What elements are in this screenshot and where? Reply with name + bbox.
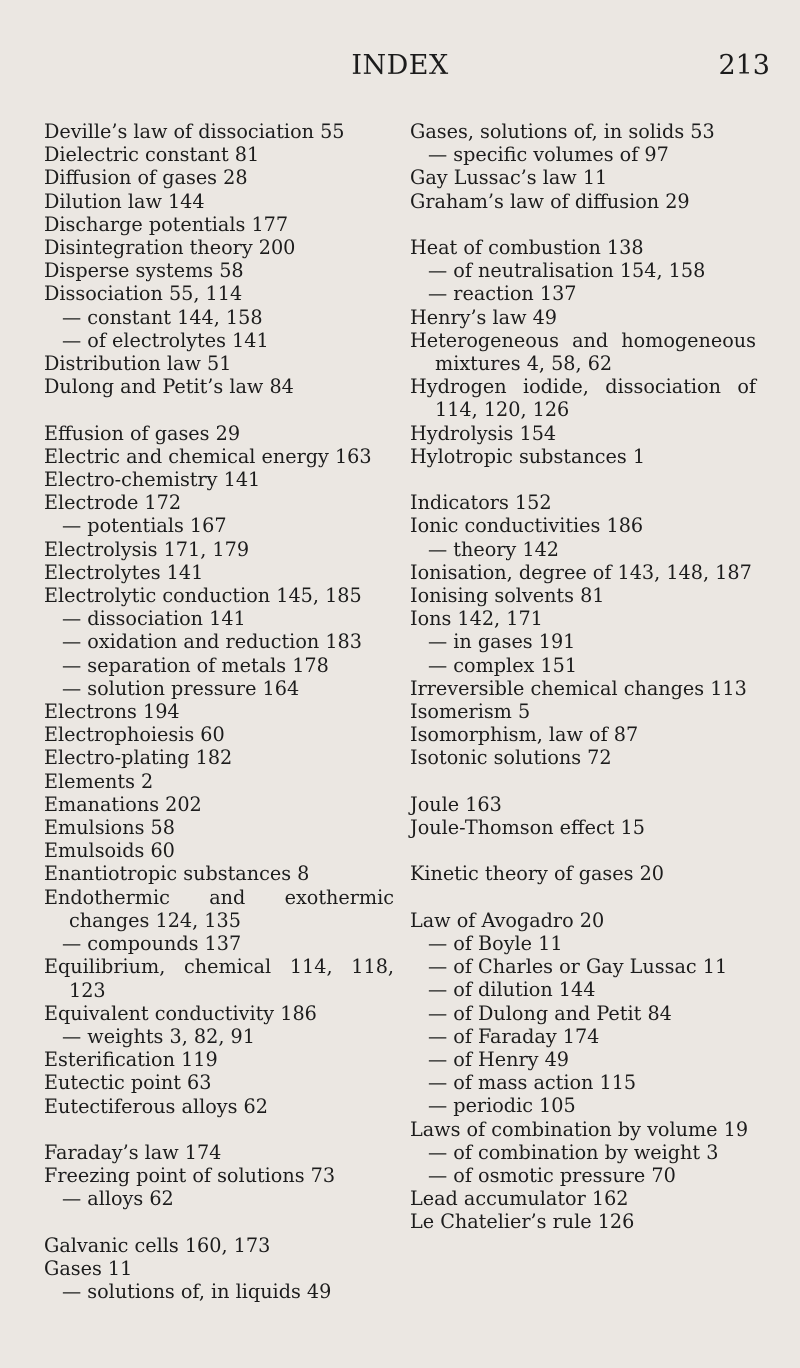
index-subentry: — oxidation and reduction 183 xyxy=(62,630,362,654)
index-entry: Dilution law 144 xyxy=(44,189,205,213)
index-entry: Ionic conductivities 186 xyxy=(410,514,644,538)
index-subentry: — of Boyle 11 xyxy=(428,932,563,956)
index-entry: Electrons 194 xyxy=(44,700,180,724)
index-entry: Electrode 172 xyxy=(44,491,182,515)
index-entry: Hydrolysis 154 xyxy=(410,421,557,445)
index-entry: Heterogeneous and homogeneous mixtures 4, 58, 62 xyxy=(410,328,756,376)
index-entry: Emanations 202 xyxy=(44,792,202,816)
index-entry: Ions 142, 171 xyxy=(410,607,543,631)
index-subentry: — periodic 105 xyxy=(428,1094,576,1118)
index-subentry: — of Dulong and Petit 84 xyxy=(428,1001,672,1025)
section-gap xyxy=(410,770,756,793)
index-subentry: — of Charles or Gay Lussac 11 xyxy=(428,955,728,979)
index-entry: Electro-plating 182 xyxy=(44,746,233,770)
index-entry: Henry’s law 49 xyxy=(410,305,558,329)
index-entry: Graham’s law of diffusion 29 xyxy=(410,189,690,213)
index-entry: Electrolytes 141 xyxy=(44,560,204,584)
index-subentry: — theory 142 xyxy=(428,537,559,561)
index-entry: Disperse systems 58 xyxy=(44,259,244,283)
index-subentry: — of combination by weight 3 xyxy=(428,1140,719,1164)
index-entry: Electrolysis 171, 179 xyxy=(44,537,250,561)
index-column-right xyxy=(410,120,756,1234)
index-subentry: — alloys 62 xyxy=(62,1187,174,1211)
index-subentry: — weights 3, 82, 91 xyxy=(62,1024,255,1048)
index-entry: Freezing point of solutions 73 xyxy=(44,1164,336,1188)
index-entry: Isomerism 5 xyxy=(410,700,531,724)
index-subentry: — of mass action 115 xyxy=(428,1071,637,1095)
index-entry: Gay Lussac’s law 11 xyxy=(410,166,608,190)
index-entry: Joule 163 xyxy=(410,792,502,816)
index-entry: Le Chatelier’s rule 126 xyxy=(410,1210,635,1234)
index-entry: Equivalent conductivity 186 xyxy=(44,1001,317,1025)
index-entry: Gases 11 xyxy=(44,1256,133,1280)
index-entry: Kinetic theory of gases 20 xyxy=(410,862,665,886)
index-entry: Faraday’s law 174 xyxy=(44,1140,222,1164)
index-entry: Emulsoids 60 xyxy=(44,839,175,863)
index-entry: Eutectiferous alloys 62 xyxy=(44,1094,268,1118)
index-entry: Irreversible chemical changes 113 xyxy=(410,676,747,700)
index-entry: Ionisation, degree of 143, 148, 187 xyxy=(410,560,752,584)
section-gap xyxy=(410,468,756,491)
index-subentry: — of Faraday 174 xyxy=(428,1024,600,1048)
index-entry: Dissociation 55, 114 xyxy=(44,282,243,306)
index-subentry: — reaction 137 xyxy=(428,282,577,306)
page-number: 213 xyxy=(718,50,770,81)
section-gap xyxy=(44,398,394,421)
index-subentry: — complex 151 xyxy=(428,653,578,677)
index-subentry: — of Henry 49 xyxy=(428,1048,570,1072)
index-subentry: — in gases 191 xyxy=(428,630,576,654)
index-subentry: — constant 144, 158 xyxy=(62,305,263,329)
index-entry: Disintegration theory 200 xyxy=(44,236,296,260)
index-entry: Elements 2 xyxy=(44,769,154,793)
index-subentry: — specific volumes of 97 xyxy=(428,143,669,167)
index-subentry: — solution pressure 164 xyxy=(62,676,300,700)
index-entry: Enantiotropic substances 8 xyxy=(44,862,310,886)
index-entry: Electrolytic conduction 145, 185 xyxy=(44,584,362,608)
index-entry: Eutectic point 63 xyxy=(44,1071,212,1095)
index-entry: Dulong and Petit’s law 84 xyxy=(44,375,294,399)
index-entry: Indicators 152 xyxy=(410,491,552,515)
index-entry: Lead accumulator 162 xyxy=(410,1187,629,1211)
index-entry: Electric and chemical energy 163 xyxy=(44,444,372,468)
index-subentry: — potentials 167 xyxy=(62,514,227,538)
index-subentry: — of dilution 144 xyxy=(428,978,596,1002)
section-gap xyxy=(44,1118,394,1141)
index-subentry: — compounds 137 xyxy=(62,932,242,956)
index-column-left xyxy=(44,120,394,1303)
index-entry: Hylotropic substances 1 xyxy=(410,444,646,468)
index-entry: Discharge potentials 177 xyxy=(44,212,289,236)
index-entry: Deville’s law of dissociation 55 xyxy=(44,120,345,143)
index-entry: Distribution law 51 xyxy=(44,352,232,376)
index-entry: Equilibrium, chemical 114, 118, 123 xyxy=(44,955,394,1002)
page-title: INDEX xyxy=(351,50,449,81)
index-entry: Isomorphism, law of 87 xyxy=(410,723,639,747)
index-subentry: — solutions of, in liquids 49 xyxy=(62,1280,332,1304)
section-gap xyxy=(44,1211,394,1234)
index-entry: Isotonic solutions 72 xyxy=(410,746,612,770)
section-gap xyxy=(410,886,756,909)
index-entry: Gases, solutions of, in solids 53 xyxy=(410,120,715,143)
index-entry: Emulsions 58 xyxy=(44,816,175,840)
index-entry: Joule-Thomson effect 15 xyxy=(410,816,645,840)
index-entry: Electro-chemistry 141 xyxy=(44,468,261,492)
index-entry: Electrophoiesis 60 xyxy=(44,723,225,747)
index-entry: Laws of combination by volume 19 xyxy=(410,1117,749,1141)
section-gap xyxy=(410,213,756,236)
index-entry: Hydrogen iodide, dissociation of 114, 120, 126 xyxy=(410,375,756,422)
index-subentry: — dissociation 141 xyxy=(62,607,246,631)
index-entry: Esterification 119 xyxy=(44,1048,218,1072)
index-entry: Dielectric constant 81 xyxy=(44,143,260,167)
index-subentry: — of osmotic pressure 70 xyxy=(428,1164,676,1188)
index-subentry: — of neutralisation 154, 158 xyxy=(428,259,706,283)
index-entry: Heat of combustion 138 xyxy=(410,236,644,259)
index-entry: Galvanic cells 160, 173 xyxy=(44,1233,271,1257)
index-entry: Endothermic and exothermic changes 124, 135 xyxy=(44,885,394,932)
index-entry: Ionising solvents 81 xyxy=(410,584,605,608)
index-entry: Diffusion of gases 28 xyxy=(44,166,248,190)
index-entry: Law of Avogadro 20 xyxy=(410,908,605,932)
index-subentry: — separation of metals 178 xyxy=(62,653,329,677)
index-subentry: — of electrolytes 141 xyxy=(62,328,269,352)
page-header xyxy=(0,50,800,94)
index-entry: Effusion of gases 29 xyxy=(44,421,241,445)
section-gap xyxy=(410,839,756,862)
